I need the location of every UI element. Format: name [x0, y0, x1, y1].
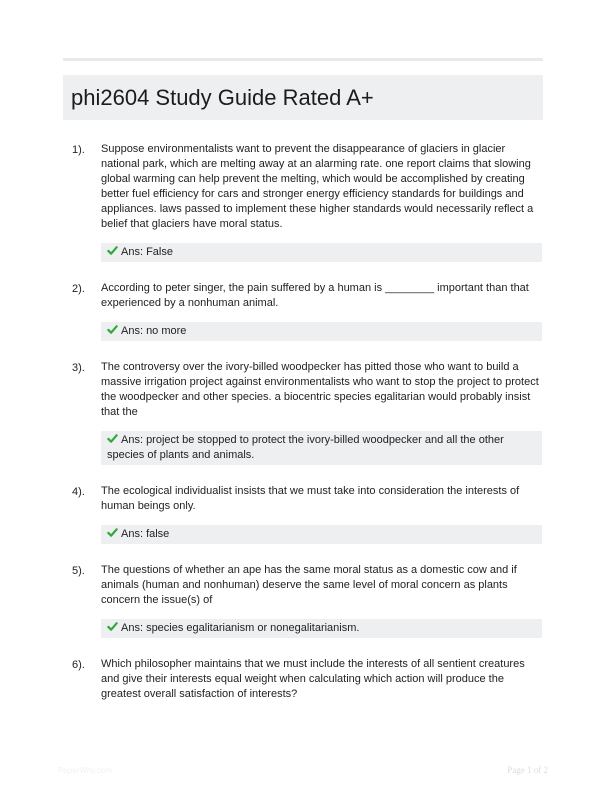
question-4 — [72, 484, 542, 544]
question-text: The questions of whether an ape has the same moral status as a domestic cow and if animals (human and nonhuman) deserve the same level of moral concern as plants concern the issue(s) of — [101, 564, 517, 606]
check-icon — [107, 324, 118, 335]
check-icon — [107, 527, 118, 538]
question-number: 1). — [72, 144, 85, 156]
question-number: 6). — [72, 659, 85, 671]
question-text: According to peter singer, the pain suffered by a human is ________ important than that experienced by a nonhuman animal. — [101, 282, 529, 309]
answer-text: Ans: False — [121, 246, 173, 258]
question-text: Which philosopher maintains that we must include the interests of all sentient creatures and give their interests equal weight when calculating which action will produce the greatest overall satisfaction of interests? — [101, 658, 525, 700]
question-number: 3). — [72, 362, 85, 374]
answer-box — [101, 525, 542, 544]
answer-text: Ans: false — [121, 528, 170, 540]
check-icon — [107, 621, 118, 632]
answer-text: Ans: project be stopped to protect the ivory-billed woodpecker and all the other species of plants and animals. — [107, 434, 504, 461]
answer-text: Ans: no more — [121, 325, 187, 337]
answer-box — [101, 322, 542, 341]
answer-box — [101, 619, 542, 638]
question-1 — [72, 142, 542, 262]
question-2 — [72, 281, 542, 341]
answer-box — [101, 243, 542, 262]
question-number: 5). — [72, 565, 85, 577]
top-divider — [63, 58, 543, 61]
check-icon — [107, 433, 118, 444]
page-number: Page 1 of 2 — [507, 765, 548, 775]
question-text: The controversy over the ivory-billed woodpecker has pitted those who want to build a massive irrigation project against environmentalists who want to stop the project to protect the woodpecker and other species. a biocentric species egalitarian would probably insist that the — [101, 361, 539, 418]
answer-box — [101, 431, 542, 465]
page-title: phi2604 Study Guide Rated A+ — [71, 85, 374, 110]
answer-text: Ans: species egalitarianism or nonegalitarianism. — [121, 622, 360, 634]
question-6 — [72, 657, 542, 702]
footer-watermark: PaperWhy.com — [58, 766, 113, 775]
question-text: Suppose environmentalists want to prevent the disappearance of glaciers in glacier national park, which are melting away at an alarming rate. one report claims that slowing global warming can help prevent the melting, which would be accomplished by creating better fuel efficiency for cars and stronger energy efficiency standards for buildings and appliances. laws passed to implement these higher standards would necessarily reflect a belief that glaciers have moral status. — [101, 143, 534, 230]
check-icon — [107, 245, 118, 256]
question-3 — [72, 360, 542, 465]
question-text: The ecological individualist insists that we must take into consideration the interests of human beings only. — [101, 485, 520, 512]
question-number: 4). — [72, 486, 85, 498]
question-list — [72, 142, 542, 721]
question-number: 2). — [72, 283, 85, 295]
title-bar — [63, 75, 543, 120]
question-5 — [72, 563, 542, 638]
